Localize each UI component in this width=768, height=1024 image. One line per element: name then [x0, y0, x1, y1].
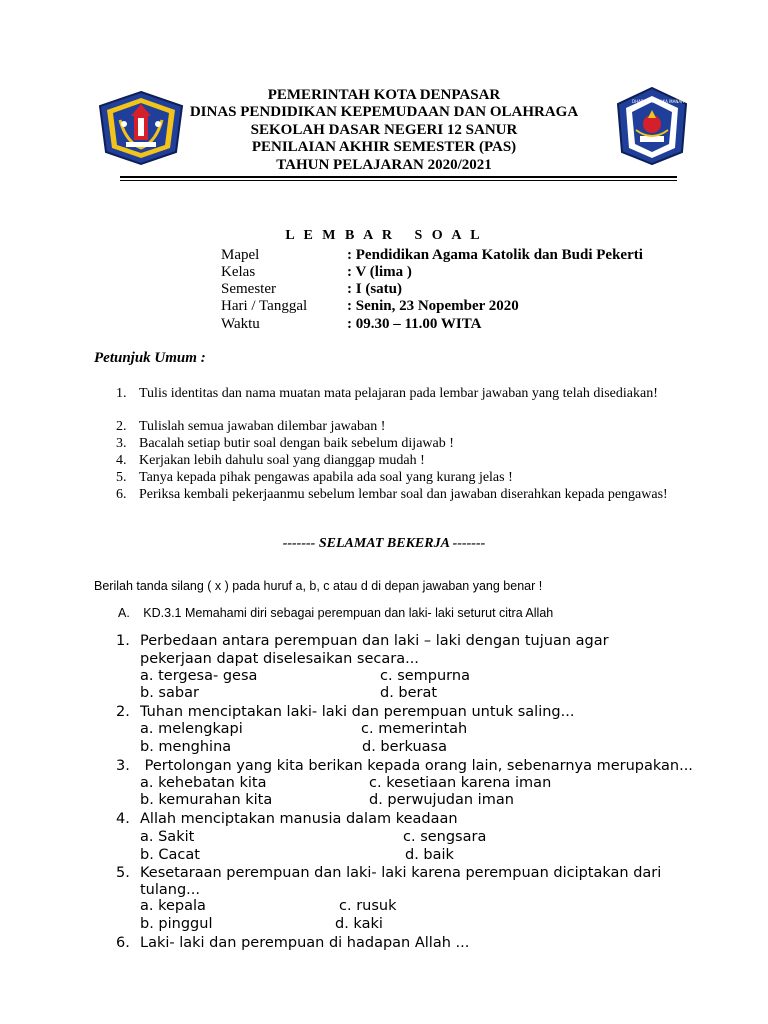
section-text: KD.3.1 Memahami diri sebagai perempuan dan laki- laki seturut citra Allah	[143, 606, 554, 620]
option-d[interactable]: d. perwujudan iman	[369, 792, 514, 808]
option-d[interactable]: d. berat	[380, 685, 438, 701]
option-a[interactable]: a. kepala	[140, 898, 206, 914]
identity-value: : Senin, 23 Nopember 2020	[347, 298, 519, 314]
option-b[interactable]: b. Cacat	[140, 847, 200, 863]
instruction-number: 6.	[116, 487, 127, 502]
header-department: DINAS PENDIDIKAN KEPEMUDAAN DAN OLAHRAGA	[189, 104, 579, 120]
identity-label: Semester	[221, 281, 276, 297]
question-text: pekerjaan dapat diselesaikan secara...	[140, 651, 419, 667]
instruction-text: Tulis identitas dan nama muatan mata pelajaran pada lembar jawaban yang telah disediakan!	[139, 386, 658, 401]
identity-value: : V (lima )	[347, 264, 412, 280]
option-b[interactable]: b. pinggul	[140, 916, 213, 932]
question-number: 3.	[116, 758, 130, 774]
instruction-number: 4.	[116, 453, 127, 468]
option-c[interactable]: c. sengsara	[403, 829, 487, 845]
identity-label: Waktu	[221, 316, 260, 332]
identity-label: Mapel	[221, 247, 260, 263]
header-year: TAHUN PELAJARAN 2020/2021	[276, 157, 492, 173]
instruction-number: 3.	[116, 436, 127, 451]
identity-value: : I (satu)	[347, 281, 402, 297]
question-text: Tuhan menciptakan laki- laki dan perempuan untuk saling...	[140, 704, 575, 720]
option-c[interactable]: c. rusuk	[339, 898, 397, 914]
instruction-item	[116, 385, 676, 419]
option-a[interactable]: a. melengkapi	[140, 721, 243, 737]
option-a[interactable]: a. kehebatan kita	[140, 775, 267, 791]
instruction-number: 1.	[116, 386, 127, 401]
option-b[interactable]: b. menghina	[140, 739, 232, 755]
option-d[interactable]: d. baik	[405, 847, 454, 863]
question-number: 1.	[116, 633, 130, 649]
header-school: SEKOLAH DASAR NEGERI 12 SANUR	[250, 122, 518, 138]
header-divider	[120, 176, 677, 178]
question-text: Laki- laki dan perempuan di hadapan Allah ...	[140, 935, 470, 951]
option-b[interactable]: b. sabar	[140, 685, 199, 701]
header-divider-thin	[120, 180, 677, 181]
instructions-heading: Petunjuk Umum :	[94, 350, 206, 366]
option-b[interactable]: b. kemurahan kita	[140, 792, 273, 808]
identity-label: Hari / Tanggal	[221, 298, 308, 314]
option-a[interactable]: a. Sakit	[140, 829, 195, 845]
task-instruction: Berilah tanda silang ( x ) pada huruf a, b, c atau d di depan jawaban yang benar !	[94, 579, 543, 593]
instruction-text: Bacalah setiap butir soal dengan baik sebelum dijawab !	[139, 436, 454, 451]
question-text: Pertolongan yang kita berikan kepada orang lain, sebenarnya merupakan...	[140, 758, 693, 774]
sheet-title: L E M B A R S O A L	[285, 228, 483, 243]
identity-value: : 09.30 – 11.00 WITA	[347, 316, 482, 332]
question-number: 6.	[116, 935, 130, 951]
instruction-text: Periksa kembali pekerjaanmu sebelum lembar soal dan jawaban diserahkan kepada pengawas!	[139, 487, 668, 502]
question-text: Perbedaan antara perempuan dan laki – laki dengan tujuan agar	[140, 633, 609, 649]
question-number: 5.	[116, 865, 130, 881]
identity-value: : Pendidikan Agama Katolik dan Budi Pekerti	[347, 247, 643, 263]
question-text: Allah menciptakan manusia dalam keadaan	[140, 811, 458, 827]
identity-label: Kelas	[221, 264, 256, 280]
header-government: PEMERINTAH KOTA DENPASAR	[267, 87, 501, 103]
instruction-number: 5.	[116, 470, 127, 485]
section-heading	[118, 606, 553, 620]
instruction-number: 2.	[116, 419, 127, 434]
option-d[interactable]: d. kaki	[335, 916, 383, 932]
question-text: Kesetaraan perempuan dan laki- laki karena perempuan diciptakan dari	[140, 865, 662, 881]
instruction-text: Kerjakan lebih dahulu soal yang dianggap mudah !	[139, 453, 425, 468]
option-a[interactable]: a. tergesa- gesa	[140, 668, 258, 684]
option-c[interactable]: c. sempurna	[380, 668, 470, 684]
option-c[interactable]: c. memerintah	[361, 721, 468, 737]
header-assessment: PENILAIAN AKHIR SEMESTER (PAS)	[251, 139, 517, 155]
instruction-text: Tanya kepada pihak pengawas apabila ada soal yang kurang jelas !	[139, 470, 513, 485]
question-number: 2.	[116, 704, 130, 720]
question-number: 4.	[116, 811, 130, 827]
instruction-text: Tulislah semua jawaban dilembar jawaban !	[139, 419, 386, 434]
option-d[interactable]: d. berkuasa	[362, 739, 447, 755]
section-letter: A.	[118, 606, 130, 620]
question-text: tulang...	[140, 882, 201, 898]
logo-motto: DHARMA WIMUKA MANAH	[632, 99, 685, 104]
option-c[interactable]: c. kesetiaan karena iman	[369, 775, 552, 791]
closing-message: ------- SELAMAT BEKERJA -------	[282, 536, 486, 551]
